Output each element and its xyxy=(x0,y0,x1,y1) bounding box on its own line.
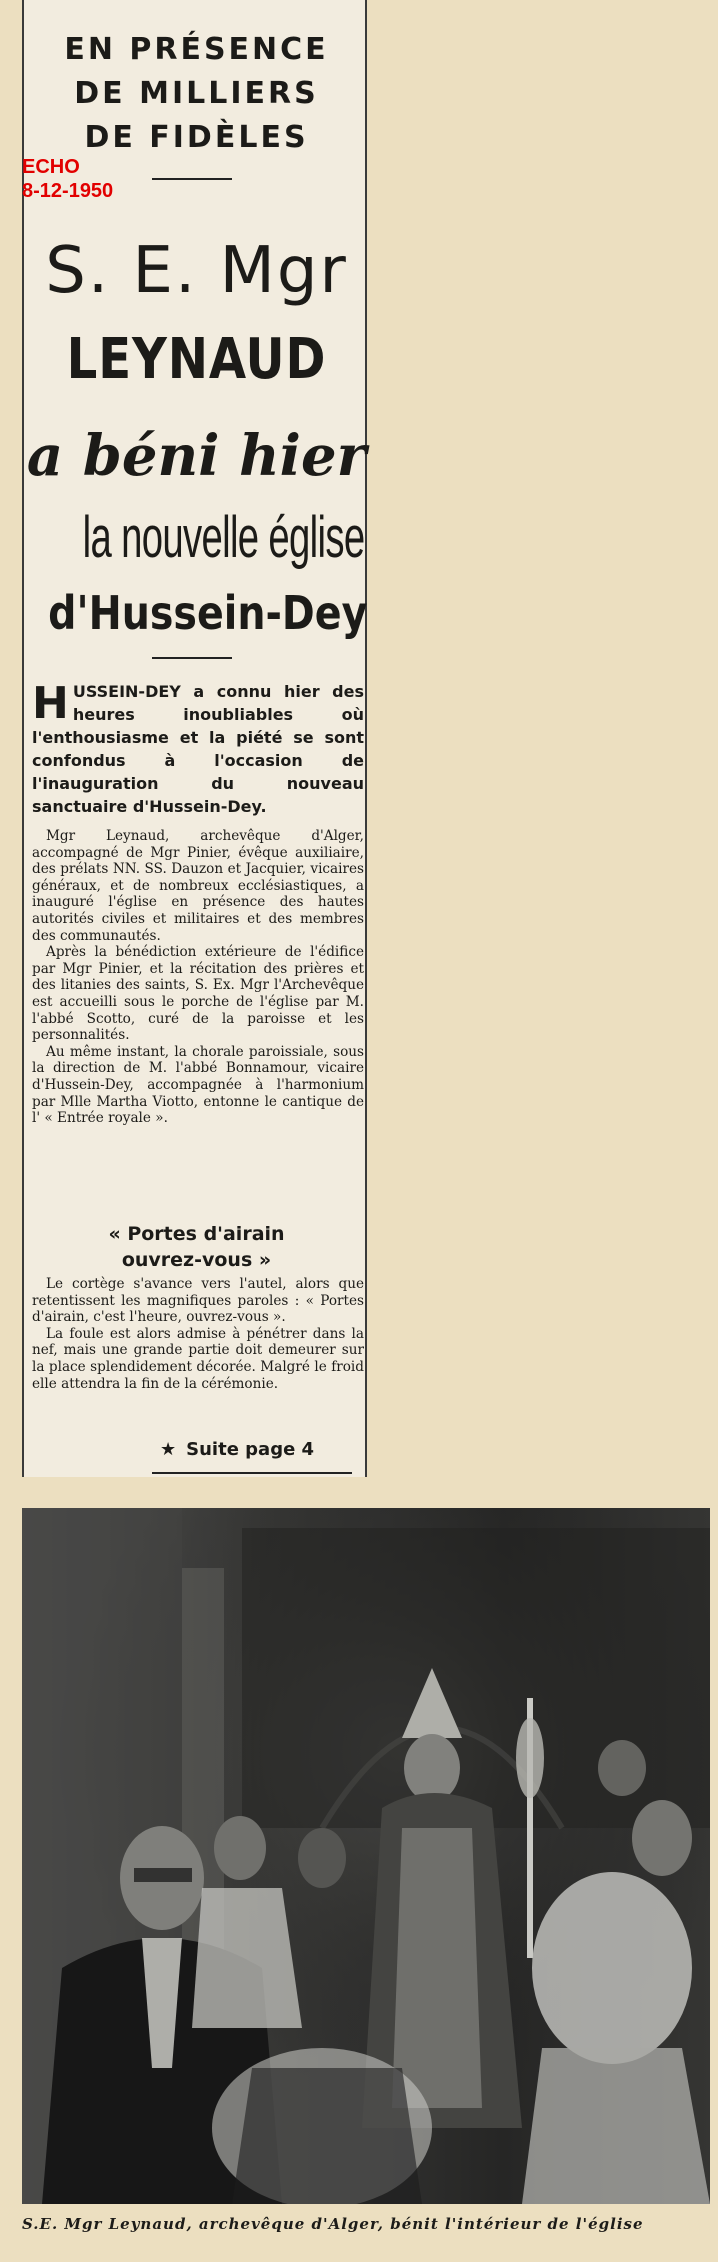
headline-line-2: LEYNAUD xyxy=(66,327,327,392)
stamp-date: 8-12-1950 xyxy=(22,180,114,202)
newspaper-clipping xyxy=(22,0,367,1477)
news-photo xyxy=(22,1508,710,2204)
lead-paragraph xyxy=(32,680,364,818)
divider-rule xyxy=(152,657,232,659)
bottom-rule xyxy=(152,1472,352,1474)
drop-cap: H xyxy=(32,678,69,729)
kicker-line-1: EN PRÉSENCE xyxy=(64,32,329,67)
headline-line-5: d'Hussein-Dey xyxy=(48,586,368,640)
continued-label: Suite page 4 xyxy=(186,1439,315,1460)
paragraph: Mgr Leynaud, archevêque d'Alger, accompagné de Mgr Pinier, évêque auxiliaire, des prélats NN. SS. Dauzon et Jacquier, vicaires généraux, et de nombreux ecclésiastiques, a inauguré l'église en présence des hautes autorités civiles et militaires et des membres des communautés. xyxy=(32,828,364,944)
body-column-2 xyxy=(32,1276,364,1392)
paragraph: Au même instant, la chorale paroissiale, sous la direction de M. l'abbé Bonnamour, vicaire d'Hussein-Dey, accompagnée à l'harmonium par Mlle Martha Viotto, entonne le cantique de l' « Entrée royale ». xyxy=(32,1043,364,1127)
lead-text: USSEIN-DEY a connu hier des heures inoubliables où l'enthousiasme et la piété se sont confondus à l'occasion de l'inauguration du nouveau sanctuaire d'Hussein-Dey. xyxy=(32,682,364,816)
star-icon: ★ xyxy=(160,1439,177,1460)
headline-line-4: la nouvelle église xyxy=(82,505,365,570)
archive-stamp xyxy=(22,155,113,203)
photo-caption: S.E. Mgr Leynaud, archevêque d'Alger, bénit l'intérieur de l'église xyxy=(22,2215,644,2233)
subhead-line-2: ouvrez-vous » xyxy=(121,1249,272,1271)
photo-illustration xyxy=(22,1508,710,2204)
headline-line-1: S. E. Mgr xyxy=(45,234,348,308)
paragraph: Le cortège s'avance vers l'autel, alors que retentissent les magnifiques paroles : « Portes d'airain, c'est l'heure, ouvrez-vous ». xyxy=(32,1276,364,1326)
continued-line xyxy=(160,1438,314,1462)
stamp-source: ECHO xyxy=(22,156,80,178)
headline-line-3: a béni hier xyxy=(26,423,367,489)
body-column-1 xyxy=(32,828,364,1127)
subhead-line-1: « Portes d'airain xyxy=(108,1223,285,1245)
paragraph: La foule est alors admise à pénétrer dans la nef, mais une grande partie doit demeurer sur la place splendidement décorée. Malgré le froid elle attendra la fin de la cérémonie. xyxy=(32,1325,364,1392)
kicker-line-3: DE FIDÈLES xyxy=(84,120,309,155)
divider-rule xyxy=(152,178,232,180)
paragraph: Après la bénédiction extérieure de l'édifice par Mgr Pinier, et la récitation des prières et des litanies des saints, S. Ex. Mgr l'Archevêque est accueilli sous le porche de l'église par M. l'abbé Scotto, curé de la paroisse et les personnalités. xyxy=(32,944,364,1044)
kicker-line-2: DE MILLIERS xyxy=(74,76,319,111)
